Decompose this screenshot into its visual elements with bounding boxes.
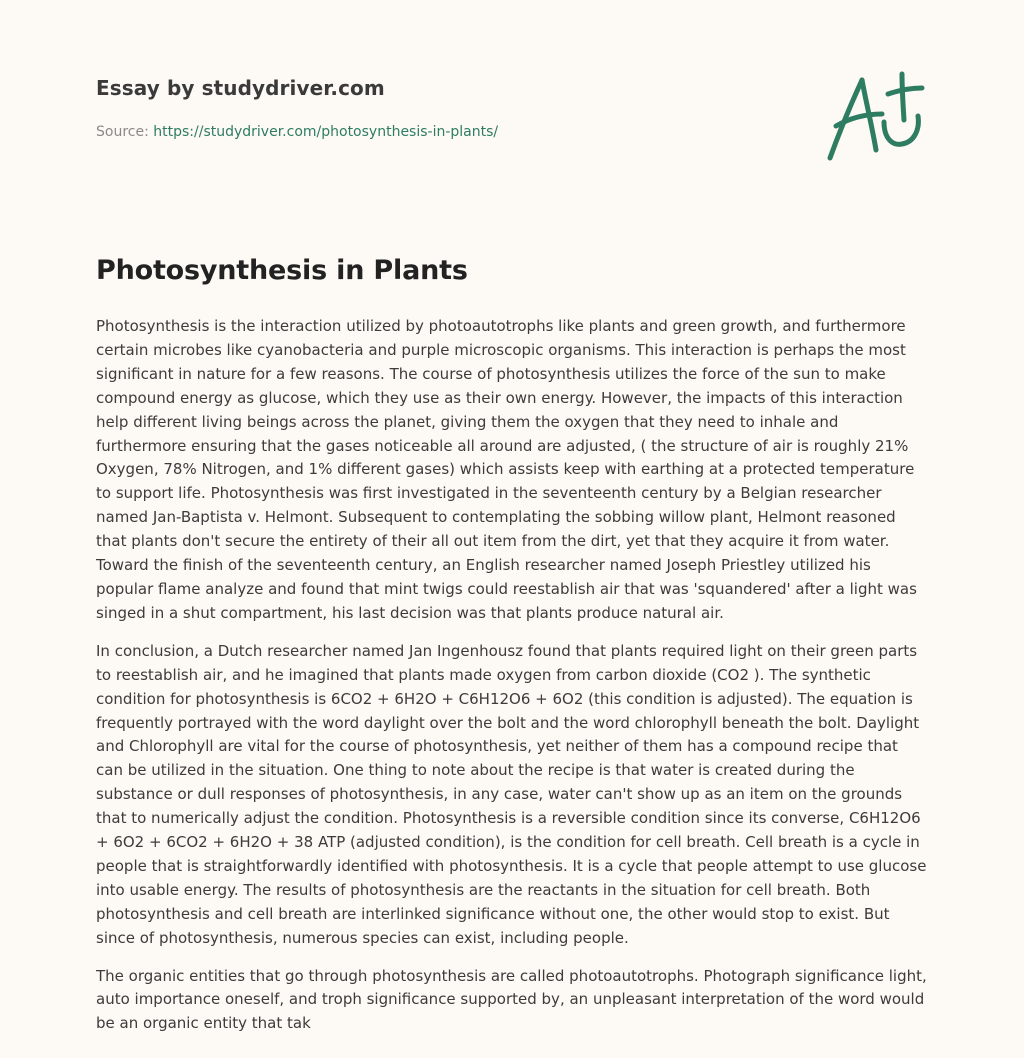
site-title: Essay by studydriver.com xyxy=(96,76,385,100)
source-link[interactable]: https://studydriver.com/photosynthesis-in-plants/ xyxy=(153,124,499,140)
paragraph: Photosynthesis is the interaction utilized by photoautotrophs like plants and green growth, and furthermore certain microbes like cyanobacteria and purple microscopic organisms. This interaction is perhaps the most significant in nature for a few reasons. The course of photosynthesis utilizes the force of the sun to make compound energy as glucose, which they use as their own energy. However, the impacts of this interaction help different living beings across the planet, giving them the oxygen that they need to inhale and furthermore ensuring that the gases noticeable all around are adjusted, ( the structure of air is roughly 21% Oxygen, 78% Nitrogen, and 1% different gases) which assists keep with earthing at a protected temperature to support life. Photosynthesis was first investigated in the seventeenth century by a Belgian researcher named Jan-Baptista v. Helmont. Subsequent to contemplating the sobbing willow plant, Helmont reasoned that plants don't secure the entirety of their all out item from the dirt, yet that they acquire it from water. Toward the finish of the seventeenth century, an English researcher named Joseph Priestley utilized his popular flame analyze and found that mint twigs could reestablish air that was 'squandered' after a light was singed in a shut compartment, his last decision was that plants produce natural air. xyxy=(96,317,917,622)
source-label: Source: xyxy=(96,124,149,140)
paragraph: In conclusion, a Dutch researcher named Jan Ingenhousz found that plants required light on their green parts to reestablish air, and he imagined that plants made oxygen from carbon dioxide (CO2 ). The synthetic condition for photosynthesis is 6CO2 + 6H2O + C6H12O6 + 6O2 (this condition is adjusted). The equation is frequently portrayed with the word daylight over the bolt and the word chlorophyll beneath the bolt. Daylight and Chlorophyll are vital for the course of photosynthesis, yet neither of them has a compound recipe that can be utilized in the situation. One thing to note about the recipe is that water is created during the substance or dull responses of photosynthesis, in any case, water can't show up as an item on the grounds that to numerically adjust the condition. Photosynthesis is a reversible condition since its converse, C6H12O6 + 6O2 + 6CO2 + 6H2O + 38 ATP (adjusted condition), is the condition for cell breath. Cell breath is a cycle in people that is straightforwardly identified with photosynthesis. It is a cycle that people attempt to use glucose into usable energy. The results of photosynthesis are the reactants in the situation for cell breath. Both photosynthesis and cell breath are interlinked significance without one, the other would stop to exist. But since of photosynthesis, numerous species can exist, including people. xyxy=(96,641,927,947)
paragraph: The organic entities that go through photosynthesis are called photoautotrophs. Photograph significance light, auto importance oneself, and troph significance supported by, an unpleasant interpretation of the word would be an organic entity that tak xyxy=(96,966,927,1033)
article-title: Photosynthesis in Plants xyxy=(96,255,468,286)
source-line xyxy=(96,124,498,140)
article-body xyxy=(96,315,928,1050)
a-plus-grade-icon xyxy=(822,68,930,164)
